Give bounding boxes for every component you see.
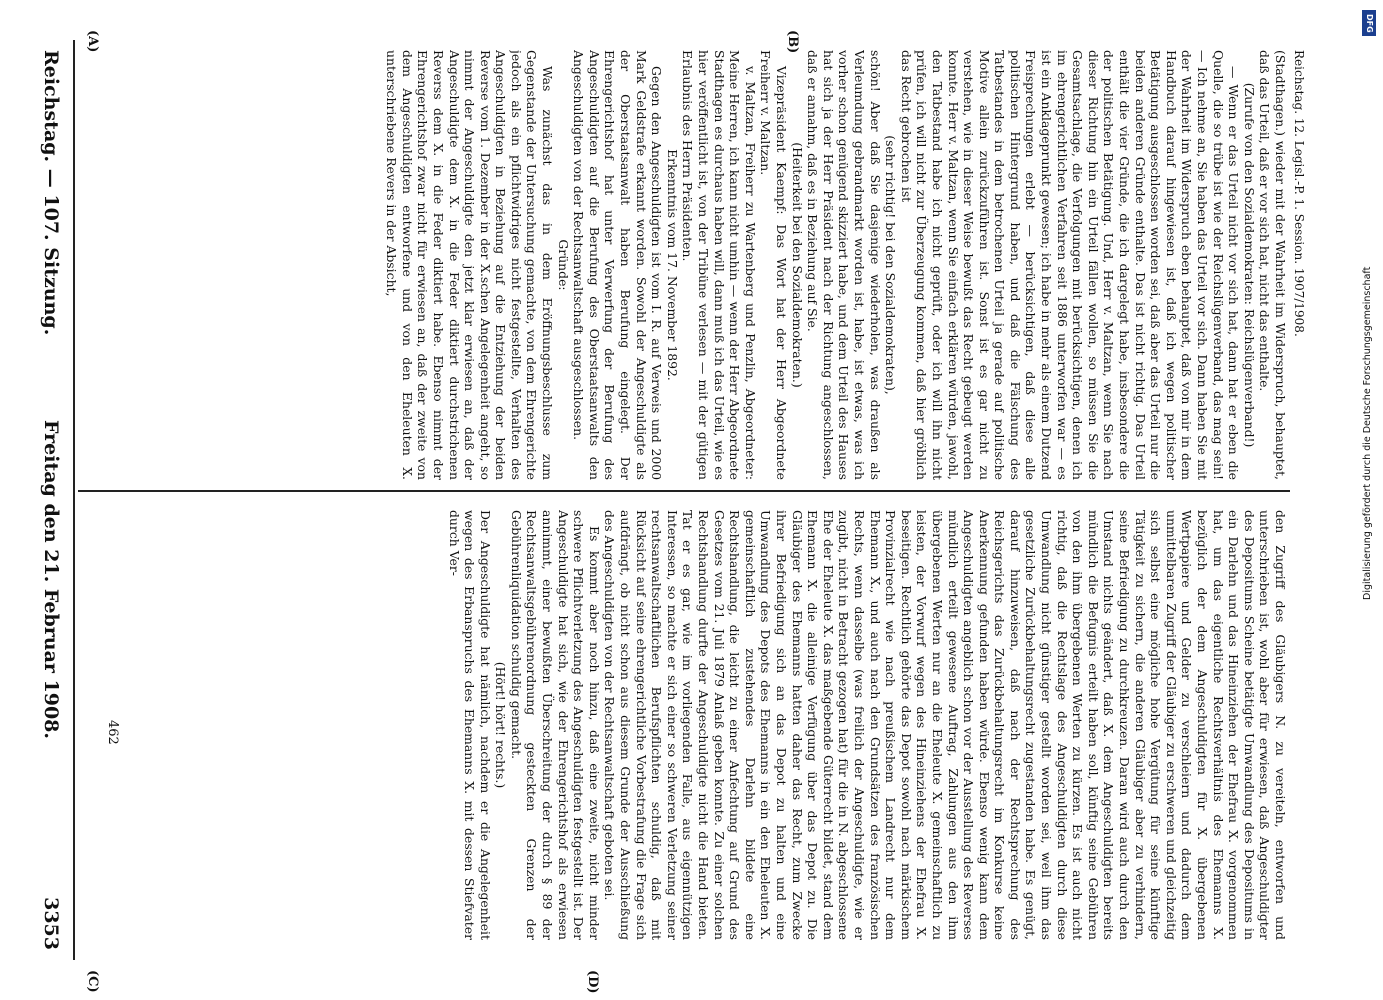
margin-mark-c: (C) [85,970,100,993]
paragraph: (Hört! hört! rechts.) [493,661,509,789]
margin-mark-a: (A) [85,30,100,53]
rotated-page [10,20,1306,994]
paragraph: Gegen den Angeschuldigten ist vom I. R. auf Verweis und 2000 Mark Geldstrafe erkannt worden. Sowohl der Angeschuldigte als der Oberstaatsanwalt haben Berufung eingelegt. Der Ehrengerichtshof hat unter Verwerfung der Berufung des Angeschuldigten auf die Berufung des Oberstaatsanwalts den Angeschuldigten von der Rechtsanwaltschaft ausgeschlossen. [571,50,665,480]
paragraph: — Wenn er das Urteil nicht vor sich hat, dann hat er eben die Quelle, die so trübe ist wie der Reichslügenverband, das mag sein! — Ich nehme an, Sie haben das Urteil vor sich. Dann haben Sie mit der Wahrheit im Widerspruch eben behauptet, daß von mir in dem Handbuch darauf hingewiesen ist, daß ich wegen politischer Betätigung ausgeschlossen worden sei, daß aber das Urteil nur die beiden anderen Gründe enthalte. Das ist nicht richtig. Das Urteil enthält die vier Gründe, die ich dargelegt habe, insbesondere die der politischen Betätigung. Und, Herr v. Maltzan, wenn Sie nach dieser Richtung hin ein Urteil fällen wollen, so müssen Sie die Gesamtsachlage, die Verfolgungen mit berücksichtigen, denen ich im ehrengerichtlichen Verfahren seit 1886 unterworfen war — es ist ein Anklageprunkt gewesen; ich habe in mehr als einem Dutzend Freisprechungen erlebt — berücksichtigen, daß diese alle politischen Hintergrund haben, und daß die Fälschung des Tatbestandes in dem betrochenen Urteil ja gerade auf politische Motive allein zurückzuführen ist. Sonst ist es gar nicht zu verstehen, wie in dieser Weise bewußt das Recht gebeugt werden konnte. Herr v. Maltzan, wenn Sie einfach erklären würden, jawohl, den Tatbestand habe ich nicht geprüft, oder ich will ihn nicht prüfen, ich will nicht zur Überzeugung kommen, daß hier gröblich das Recht gebrochen ist [898,50,1242,480]
header-rule [73,40,75,960]
footer-legislature: Reichstag. 12. Legisl.-P. 1. Session. 1907/1908. [1292,50,1306,337]
paragraph: Vizepräsident Kaempf: Das Wort hat der Herr Abgeordnete Freiherr v. Maltzan. [758,50,789,480]
column-rule [78,490,1290,492]
bottom-page-number: 462 [105,720,120,745]
paragraph: v. Maltzan, Freiherr zu Wartenberg und Penzlin, Abgeordneter: Meine Herren, ich kann nicht umhin — wenn der Herr Abgeordnete Stadthagen es durchaus haben will, dann muß ich das Urteil, wie es hier veröffentlicht ist, von der Tribüne verlesen — mit der gütigen Erlaubnis des Herrn Präsidenten. [680,50,758,480]
paragraph: den Zugriff des Gläubigers N. zu vereiteln, entworfen und unterschrieben ist, wohl aber für erwiesen, daß Angeschuldigter des Depositums Scheine betätigte Umwandlung des Depositums in ein Darlehn und das Hineinziehen der Ehefrau X. vorgenommen hat, um das eigentliche Rechtsverhältnis des Ehemanns X. bezüglich der dem Angeschuldigten für X. übergebenen Wertpapiere und Gelder zu verschleiern und dadurch dem unmittelbaren Zugriff der Gläubiger zu erschweren und gleichzeitig sich selbst eine mögliche hohe Vergütung für seine künftige Tätigkeit zu sichern, die anderen Gläubiger aber zu verhindern, seine Befriedigung zu durchkreuzen. Daran wird auch durch den Umstand nichts geändert, daß X. dem Angeschuldigten bereits mündlich die Befugnis erteilt haben soll, künftig seine Gebühren von den ihm übergebenen Werten zu kürzen. Es ist auch nicht richtig, daß die Rechtslage des Angeschuldigten durch diese Umwandlung nicht günstiger gestellt worden sei, weil ihm das gesetzliche Zurückbehaltungsrecht zugestanden habe. Es genügt, darauf hinzuweisen, daß nach der Rechtsprechung des Reichsgerichts das Zurückbehaltungsrecht im Konkurse keine Anerkennung gefunden haben würde. Ebenso wenig kann dem Angeschuldigten angeblich schon vor der Ausstellung des Reverses mündlich erteilt gewesene Auftrag, Zahlungen aus den ihm übergebenen Werten nur an die Eheleute X. gemeinschaftlich zu leisten, der Vorwurf wegen des Hineinziehens der Ehefrau X. beseitigen. Rechtlich gehörte das Depot sowohl nach märkischem Provinzialrecht wie nach preußischem Landrecht nur dem Ehemann X., und auch nach den Grundsätzen des französischen Rechts, wenn dasselbe (was freilich der Angeschuldigte, wie er zugibt, nicht in Betracht gezogen hat) für die in N. abgeschlossene Ehe der Eheleute X. das maßgebende Güterrecht bildet, stand dem Ehemann X. die alleinige Verfügung über das Depot zu. Die Gläubiger des Ehemanns hatten daher das Recht, zum Zwecke ihrer Befriedigung sich an das Depot zu halten und eine Umwandlung des Depots des Ehemanns in ein den Eheleuten X. gemeinschaftlich zustehendes Darlehn bildete eine Rechtshandlung, die leicht zu einer Anfechtung auf Grund des Gesetzes vom 21. Juli 1879 Anlaß geben konnte. Zu einer solchen Rechtshandlung durfte der Angeschuldigte nicht die Hand bieten. Tat er es gar, wie im vorliegenden Falle, aus eigennützigen Interessen, so machte er sich einer so schweren Verletzung seiner rechtsanwaltschaftlichen Berufspflichten schuldig, daß mit Rücksicht auf seine ehrengerichtliche Vorbestrafung die Frage sich aufdrängt, ob nicht schon aus diesem Grunde der Ausschließung des Angeschuldigten von der Rechtsanwaltschaft geboten sei. [602,510,1288,940]
page-header [26,50,70,950]
paragraph: Der Angeschuldigte hat nämlich, nachdem er die Angelegenheit wegen des Erbanspruchs des Ehemanns X. mit dessen Stiefvater durch Ver- [446,510,493,940]
header-session: Reichstag. — 107. Sitzung. [40,50,62,336]
paragraph: (sehr richtig! bei den Sozialdemokraten), [883,135,899,395]
digitization-note: Digitalisierung gefördert durch die Deutsche Forschungsgemeinschaft [1362,266,1373,600]
dfg-logo: DFG [1362,10,1376,36]
paragraph: Was zunächst das in dem Eröffnungsbeschlusse zum Gegenstande der Untersuchung gemachte, von dem Ehrengerichte jedoch als ein pflichtwidriges nicht festgestellte, Verhalten des Angeschuldigten in Beziehung auf die Entziehung der beiden Reverse vom 1. Dezember in der X.schen Angelegenheit angeht, so nimmt der Angeschuldigte den jetzt klar erwiesen an, daß der Angeschuldigte dem X. in die Feder diktiert durchstrichenen Reverss dem X. in die Feder diktiert habe. Ebenso nimmt der Ehrengerichtshof zwar nicht für erwiesen an, daß der zweite von dem Angeschuldigten entworfene und von den Eheleuten X. unterschriebene Revers in der Absicht, [384,50,556,480]
paragraph: schön! Aber daß Sie dasjenige wiederholen, was draußen als Verleumdung gebrandmarkt worden ist, habe, ist etwas, was ich vorher schon genügend skizziert habe, und dem Urteil des Hauses hat sich ja der Herr Präsident nach der Richtung angeschlossen, daß er annahm, daß es in Beziehung auf Sie. [805,50,883,480]
paragraph: Gründe: [555,239,571,291]
header-date: Freitag den 21. Februar 1908. [40,420,62,740]
paragraph: (Heiterkeit bei den Sozialdemokraten.) [789,142,805,388]
paragraph: (Zurufe von den Sozialdemokraten: Reichslügenverband!) [1241,82,1257,448]
margin-mark-b: (B) [785,30,800,54]
right-column [83,510,1288,940]
margin-mark-d: (D) [585,970,600,994]
paragraph: Es kommt aber noch hinzu, daß eine zweite, nicht minder schwere Pflichtverletzung des Angeschuldigten festgestellt ist. Der Angeschuldigte hat sich, wie der Ehrengerichtshof als erwiesen annimmt, einer bewußten Überschreitung der durch § 89 der Rechtsanwaltsgebührenordnung gesteckten Grenzen der Gebührenliquidation schuldig gemacht. [508,510,602,940]
left-column [83,50,1288,480]
header-page-number: 3353 [40,897,62,950]
paragraph: Erkenntnis vom 17. November 1892. [664,149,680,381]
paragraph: (Stadthagen.) wieder mit der Wahrheit im Widerspruch, behauptet, daß das Urteil, daß er vor sich hat, nicht das enthalte. [1257,50,1288,480]
